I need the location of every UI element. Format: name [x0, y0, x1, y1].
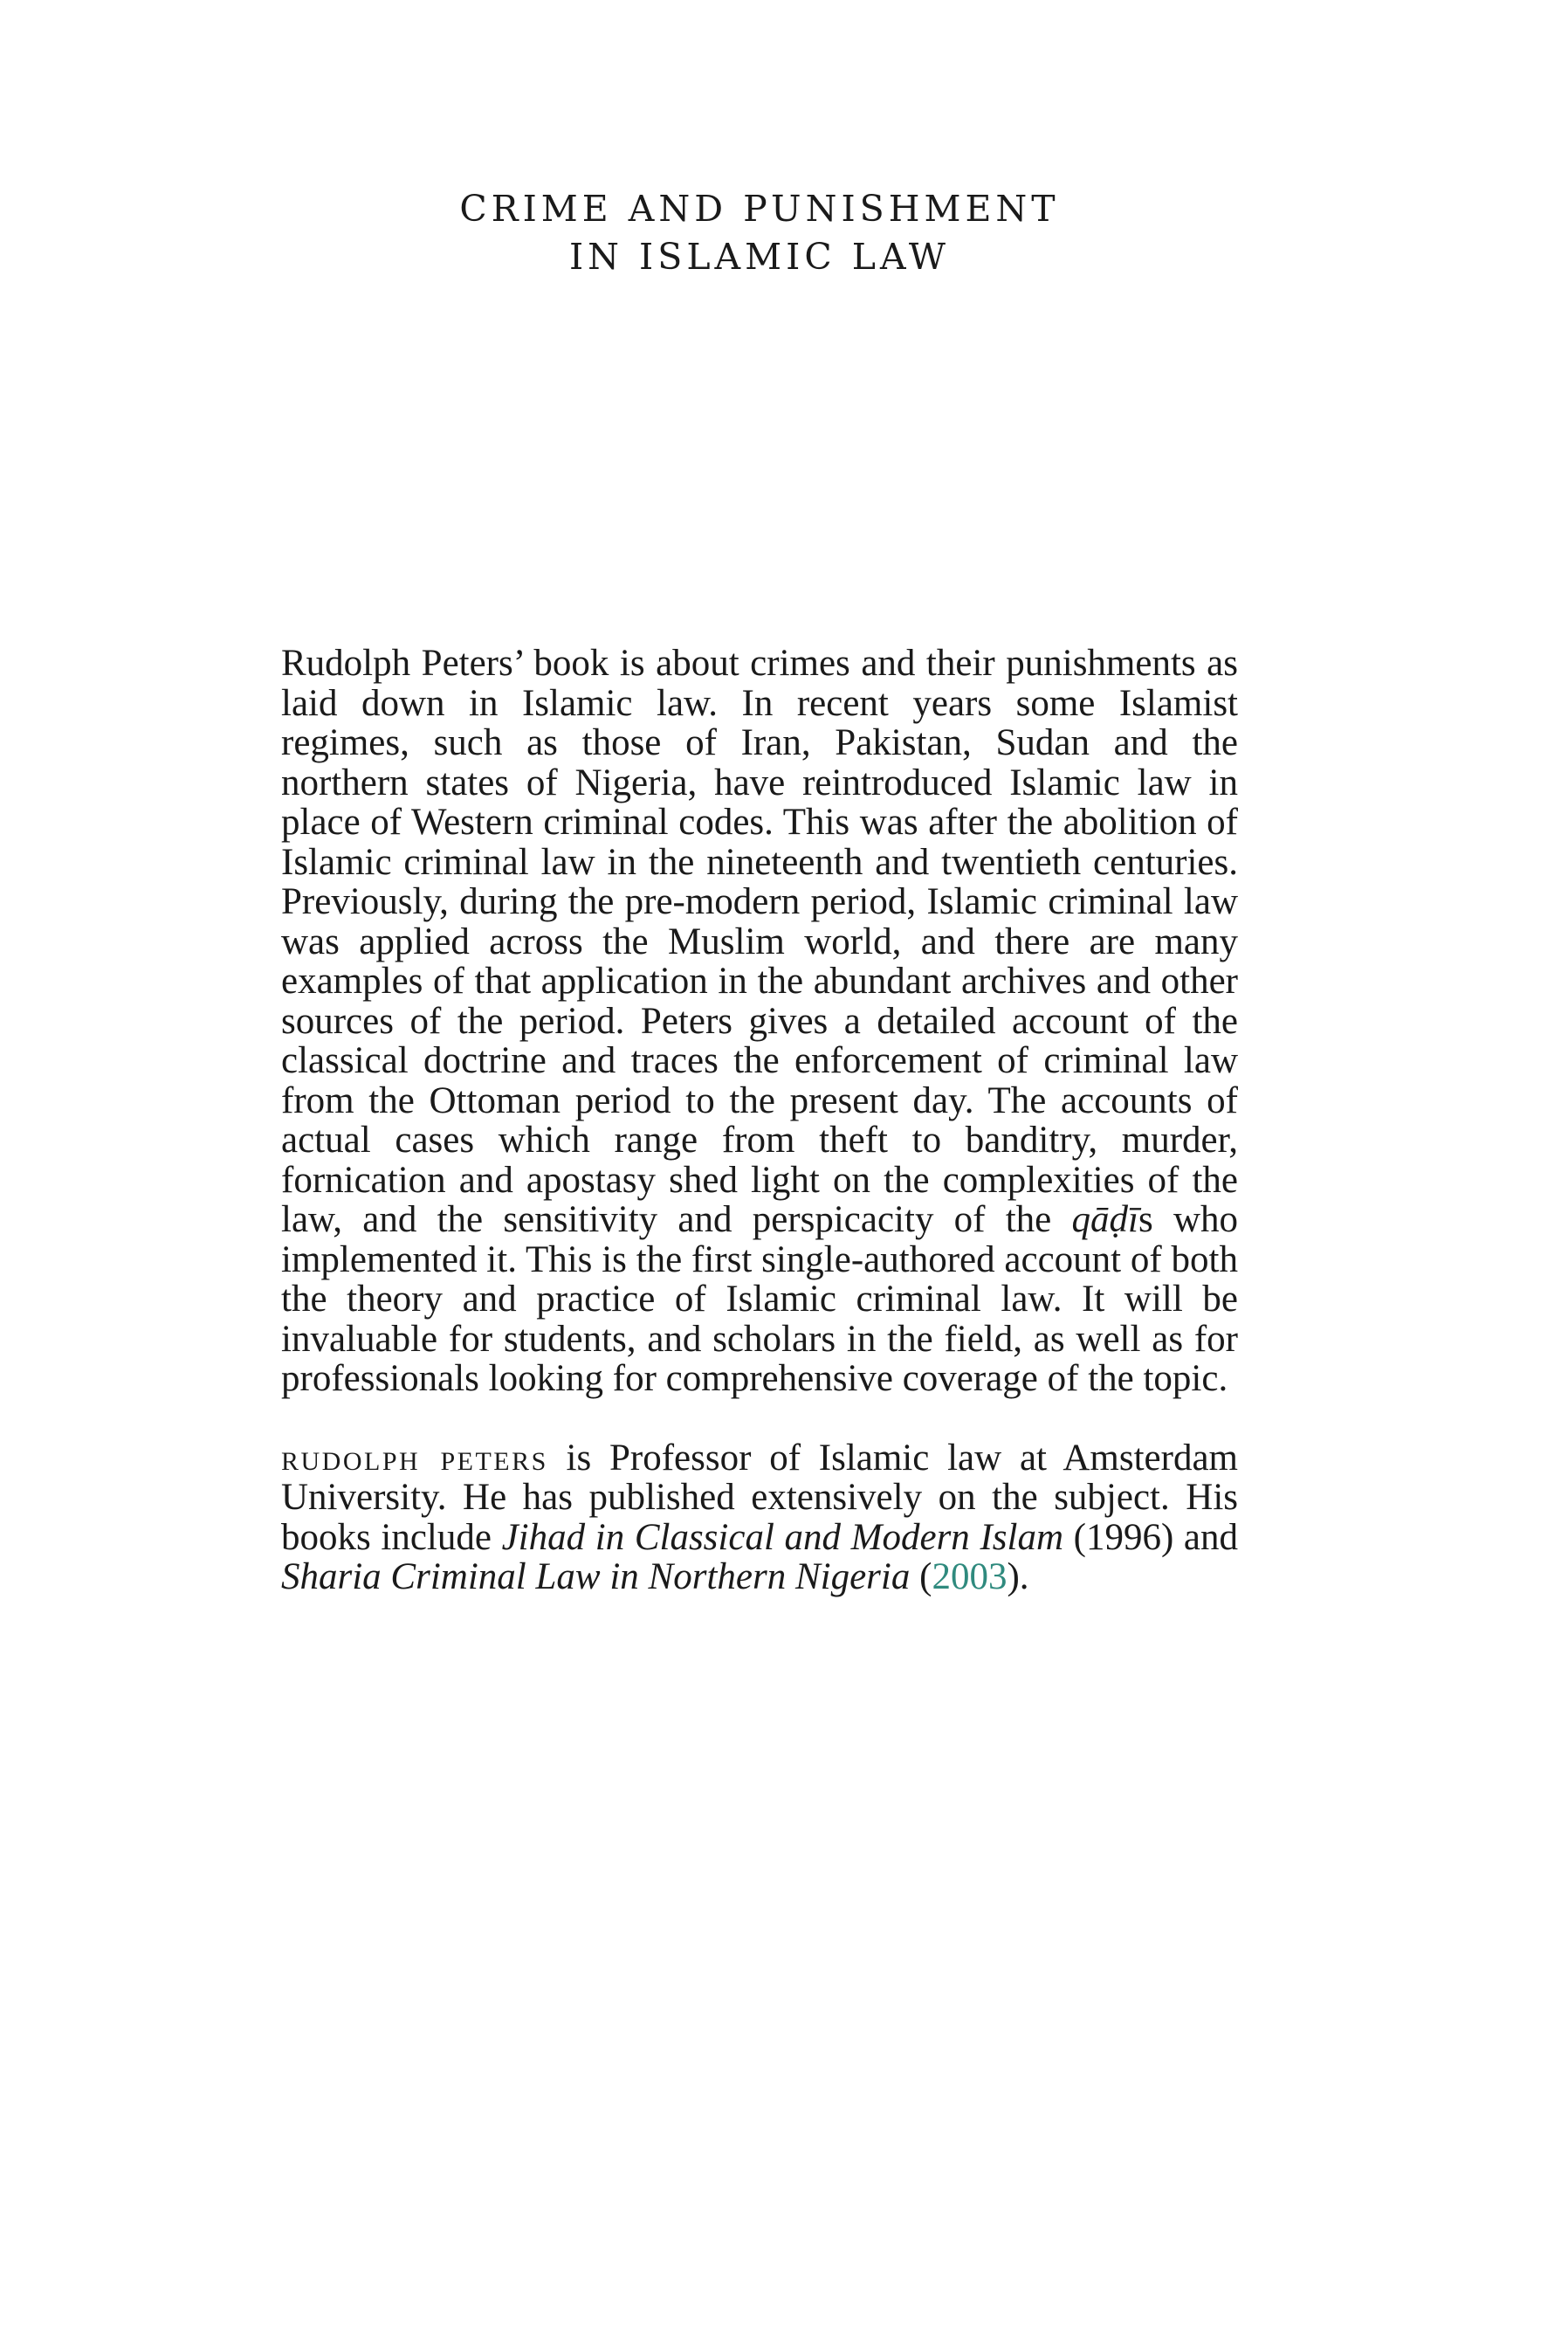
book-title — [281, 185, 1238, 281]
blurb-paragraph — [281, 644, 1238, 1399]
book-description — [281, 644, 1238, 1597]
author-bio-paragraph — [281, 1438, 1238, 1597]
blurb-text-part-2: s who implemented it. This is the first single-authored account of both the theory and practice of Islamic criminal law. It will be invaluable for students, and scholars in the field, as well as for professionals looking for comprehensive coverage of the topic. — [281, 1199, 1238, 1399]
book-1-year: (1996) and — [1063, 1516, 1238, 1558]
book-1-title: Jihad in Classical and Modern Islam — [501, 1516, 1063, 1558]
qadis-term: qāḍī — [1071, 1199, 1138, 1240]
book-title-line-2: IN ISLAMIC LAW — [568, 236, 951, 278]
book-2-title: Sharia Criminal Law in Northern Nigeria — [281, 1556, 911, 1597]
author-bio-text: is Professor of Islamic law at Amsterdam University. He has published extensively on the subject. His books include — [281, 1437, 1238, 1558]
author-name: rudolph peters — [281, 1437, 548, 1479]
book-title-line-1: CRIME AND PUNISHMENT — [459, 188, 1060, 230]
book-2-paren-open: ( — [910, 1556, 932, 1597]
blurb-text-part-1: Rudolph Peters’ book is about crimes and their punishments as laid down in Islamic law. In recent years some Islamist regimes, such as those of Iran, Pakistan, Sudan and the northern states of Nigeria, have reintroduced Islamic law in place of Western criminal codes. This was after the abolition of Islamic criminal law in the nineteenth and twentieth centuries. Previously, during the pre-modern period, Islamic criminal law was applied across the Muslim world, and there are many examples of that application in the abundant archives and other sources of the period. Peters gives a detailed account of the classical doctrine and traces the enforcement of criminal law from the Ottoman period to the present day. The accounts of actual cases which range from theft to banditry, murder, fornication and apostasy shed light on the complexities of the law, and the sensitivity and perspicacity of the — [281, 643, 1238, 1240]
book-2-paren-close: ). — [1007, 1556, 1029, 1597]
book-2-year-link[interactable]: 2003 — [932, 1556, 1008, 1597]
